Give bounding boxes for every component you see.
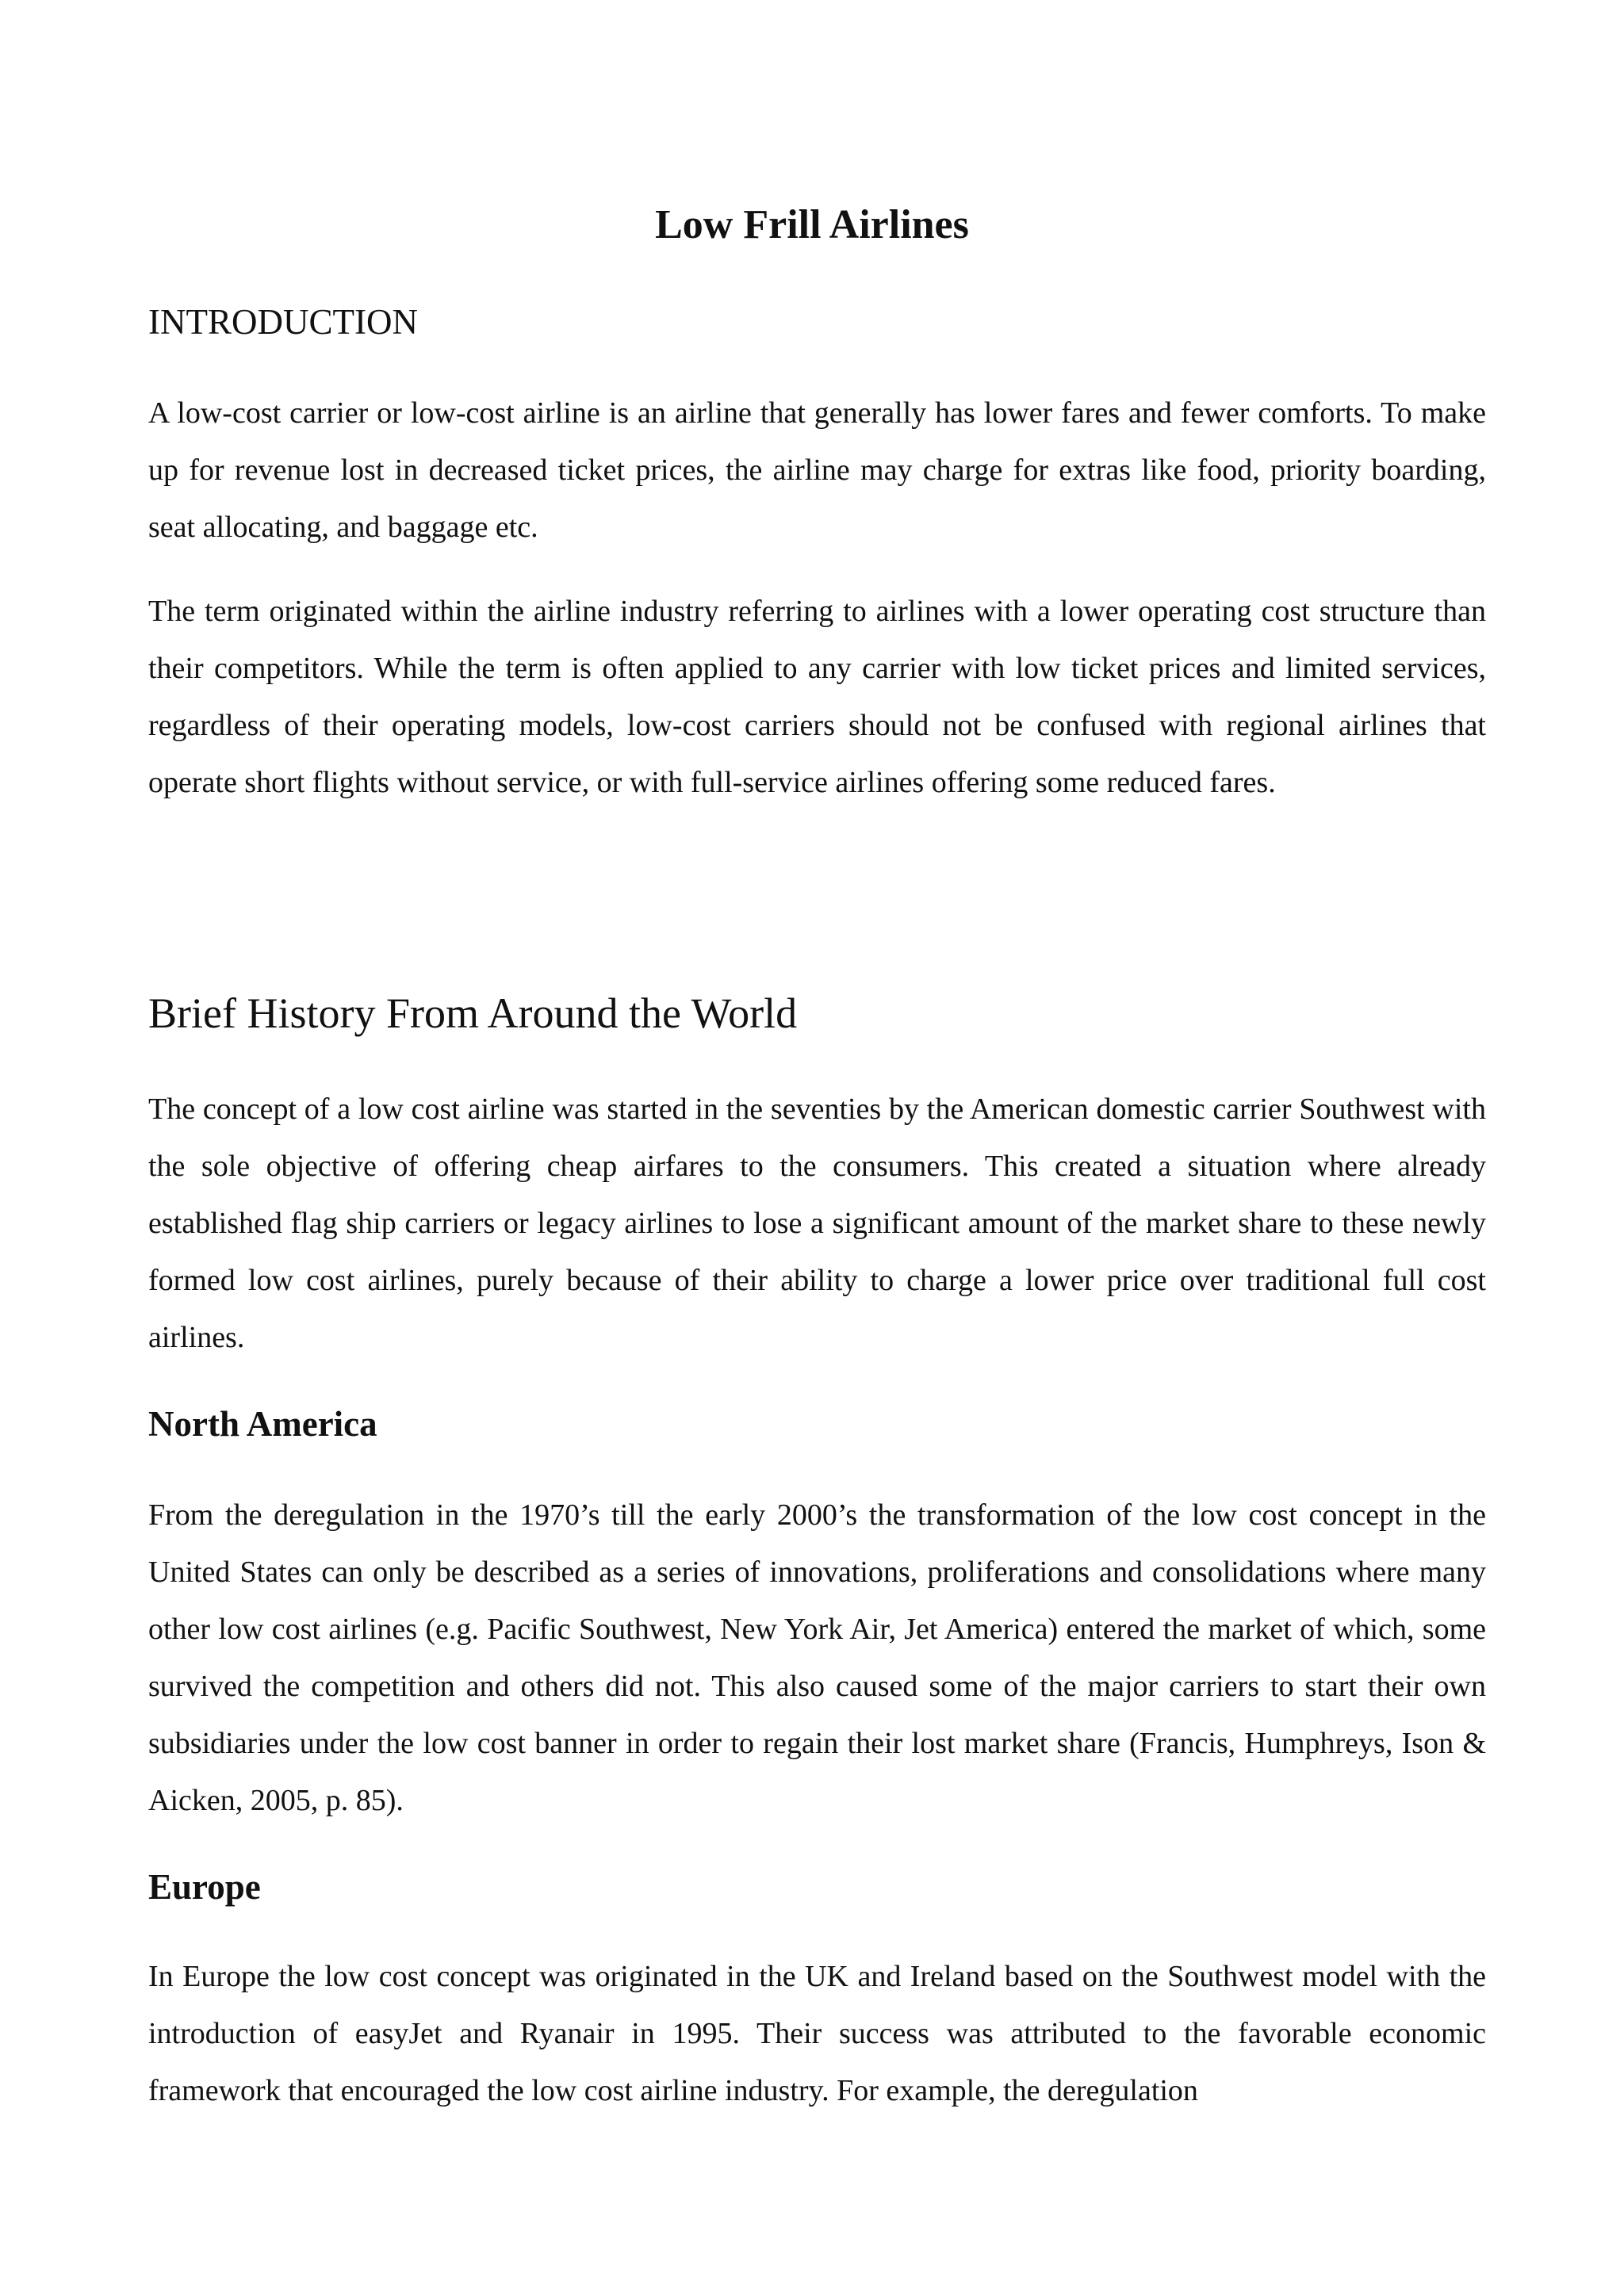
section-heading-introduction: INTRODUCTION: [148, 302, 418, 342]
document-title: Low Frill Airlines: [655, 202, 969, 247]
paragraph-introduction-1: A low-cost carrier or low-cost airline is an airline that generally has lower fares and fewer comforts. To make up for revenue lost in decreased ticket prices, the airline may charge for extras like food, priority boarding, seat allocating, and baggage etc.: [148, 396, 1486, 544]
section-heading-history: Brief History From Around the World: [148, 989, 798, 1037]
paragraph-history-1: The concept of a low cost airline was started in the seventies by the American domestic carrier Southwest with the sole objective of offering cheap airfares to the consumers. This created a situation where already established flag ship carriers or legacy airlines to lose a significant amount of the market share to these newly formed low cost airlines, purely because of their ability to charge a lower price over traditional full cost airlines.: [148, 1093, 1486, 1354]
subheading-europe: Europe: [148, 1867, 261, 1907]
paragraph-europe-1: In Europe the low cost concept was originated in the UK and Ireland based on the Southwest model with the introduction of easyJet and Ryanair in 1995. Their success was attributed to the favorable economic framework that encouraged the low cost airline industry. For example, the deregulation: [148, 1960, 1486, 2107]
subheading-north-america: North America: [148, 1404, 377, 1444]
paragraph-introduction-2: The term originated within the airline industry referring to airlines with a lower operating cost structure than their competitors. While the term is often applied to any carrier with low ticket prices and limited services, regardless of their operating models, low-cost carriers should not be confused with regional airlines that operate short flights without service, or with full-service airlines offering some reduced fares.: [148, 595, 1486, 799]
paragraph-north-america-1: From the deregulation in the 1970’s till the early 2000’s the transformation of the low cost concept in the United States can only be described as a series of innovations, proliferations and consolidations where many other low cost airlines (e.g. Pacific Southwest, New York Air, Jet America) entered the market of which, some survived the competition and others did not. This also caused some of the major carriers to start their own subsidiaries under the low cost banner in order to regain their lost market share (Francis, Humphreys, Ison & Aicken, 2005, p. 85).: [148, 1498, 1486, 1817]
